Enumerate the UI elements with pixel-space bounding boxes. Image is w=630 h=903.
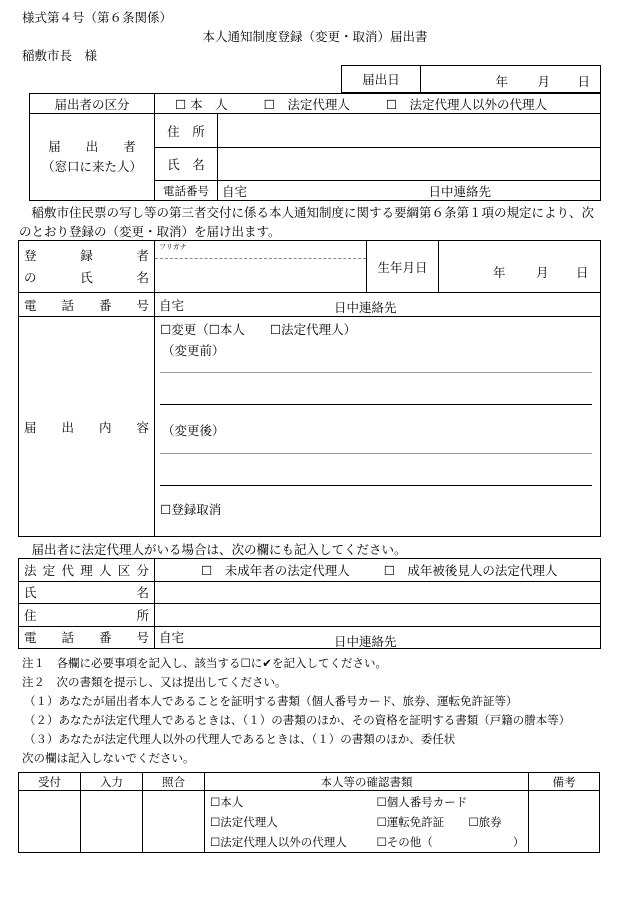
office-doc-other-row xyxy=(377,832,525,852)
notes xyxy=(22,654,570,768)
office-doc-legal[interactable]: ☐法定代理人 xyxy=(210,814,278,829)
addressee: 稲敷市長 様 xyxy=(22,48,98,63)
office-header-receipt: 受付 xyxy=(19,773,81,791)
before-line-1 xyxy=(160,372,592,373)
submitter-name-field[interactable] xyxy=(218,148,601,181)
checkbox-legal-rep[interactable]: ☐ 法定代理人 xyxy=(263,96,350,112)
legal-name-field[interactable] xyxy=(155,581,601,604)
office-docs-left xyxy=(205,791,365,853)
submitter-phone-field[interactable] xyxy=(218,181,601,201)
office-input-cell xyxy=(81,791,143,853)
checkbox-other-rep[interactable]: ☐ 法定代理人以外の代理人 xyxy=(385,96,548,112)
submitter-type-label: 届出者の区分 xyxy=(30,94,155,114)
office-docs-right xyxy=(365,791,529,853)
note-1: 注１ 各欄に必要事項を記入し、該当する☐に✔を記入してください。 xyxy=(22,656,387,670)
date-year: 年 xyxy=(495,73,509,89)
note-office-only: 次の欄は記入しないでください。 xyxy=(22,751,195,765)
registrant-name-field[interactable] xyxy=(155,241,367,293)
legal-address-label: 住 所 xyxy=(19,604,155,627)
legal-table xyxy=(18,558,601,649)
submitter-phone-label: 電話番号 xyxy=(155,181,218,201)
submitter-label xyxy=(30,114,155,201)
submitter-name-label: 氏 名 xyxy=(155,148,218,181)
office-header-input: 入力 xyxy=(81,773,143,791)
office-receipt-cell xyxy=(19,791,81,853)
form-number: 様式第４号（第６条関係） xyxy=(22,10,173,25)
note-doc-1: （１）あなたが届出者本人であることを証明する書類（個人番号カード、旅券、運転免許証等） xyxy=(24,694,518,708)
registrant-name-label-1: 登 録 者 xyxy=(24,247,149,263)
dob-year-mark: 年 xyxy=(493,265,506,280)
registrant-home-label: 自宅 xyxy=(159,297,185,313)
page-title: 本人通知制度登録（変更・取消）届出書 xyxy=(202,29,428,44)
office-doc-mynumber[interactable]: ☐個人番号カード xyxy=(376,794,468,809)
office-doc-other[interactable]: ☐法定代理人以外の代理人 xyxy=(210,834,347,849)
submitter-home-label: 自宅 xyxy=(222,183,248,199)
submitter-label-main: 届 出 者 xyxy=(48,139,136,154)
office-header-check: 照合 xyxy=(143,773,205,791)
dob-month: 月 xyxy=(536,265,549,280)
office-doc-license[interactable]: ☐運転免許証 xyxy=(376,814,445,829)
date-label: 届出日 xyxy=(342,66,421,93)
legal-type-label: 法 定 代 理 人 区 分 xyxy=(19,559,155,582)
legal-name-label: 氏 名 xyxy=(19,581,155,604)
legal-phone-label: 電 話 番 号 xyxy=(19,626,155,649)
office-doc-others[interactable]: ☐その他（ xyxy=(376,834,433,849)
checkbox-minor[interactable]: ☐ 未成年者の法定代理人 xyxy=(201,562,350,578)
office-doc-passport[interactable]: ☐旅券 xyxy=(468,814,502,829)
office-header-docs: 本人等の確認書類 xyxy=(205,773,529,791)
after-line-1 xyxy=(160,453,592,454)
office-remarks-cell xyxy=(529,791,600,853)
after-line-2 xyxy=(160,485,592,486)
checkbox-self[interactable]: ☐ 本 人 xyxy=(175,96,228,112)
date-month: 月 xyxy=(537,73,551,89)
submitter-table xyxy=(29,93,601,201)
date-table xyxy=(341,65,601,93)
furigana-label: フリガナ xyxy=(155,241,366,259)
change-checkbox[interactable]: ☐変更（☐本人 ☐法定代理人） xyxy=(160,322,357,337)
dob-label: 生年月日 xyxy=(367,241,439,293)
office-doc-license-row xyxy=(377,812,525,832)
content-label: 届 出 内 容 xyxy=(19,317,155,537)
before-line-2 xyxy=(160,404,592,405)
registrant-name-label xyxy=(19,241,155,293)
registrant-daytime-label: 日中連絡先 xyxy=(334,300,397,315)
checkbox-guardian[interactable]: ☐ 成年被後見人の法定代理人 xyxy=(383,562,558,578)
legal-daytime-label: 日中連絡先 xyxy=(334,634,397,649)
registrant-table xyxy=(18,240,601,537)
cancel-checkbox[interactable]: ☐登録取消 xyxy=(160,502,222,517)
registrant-name-label-2: の 氏 名 xyxy=(24,269,149,285)
office-doc-close-paren: ） xyxy=(512,834,525,849)
after-label: （変更後） xyxy=(162,423,225,438)
note-doc-3: （３）あなたが法定代理人以外の代理人であるときは、（１）の書類のほか、委任状 xyxy=(24,732,456,746)
office-table xyxy=(18,772,600,853)
office-header-remarks: 備考 xyxy=(529,773,600,791)
submitter-address-label: 住 所 xyxy=(155,114,218,148)
legal-note: 届出者に法定代理人がいる場合は、次の欄にも記入してください。 xyxy=(19,542,407,557)
date-input[interactable] xyxy=(421,66,601,93)
note-2: 注２ 次の書類を提示し、又は提出してください。 xyxy=(22,675,287,689)
office-check-cell xyxy=(143,791,205,853)
submitter-daytime-label: 日中連絡先 xyxy=(428,183,492,199)
legal-address-field[interactable] xyxy=(155,604,601,627)
registrant-phone-label: 電 話 番 号 xyxy=(19,293,155,317)
date-day: 日 xyxy=(577,73,591,89)
submitter-address-field[interactable] xyxy=(218,114,601,148)
office-doc-self[interactable]: ☐本人 xyxy=(210,794,244,809)
before-label: （変更前） xyxy=(162,343,225,358)
intro-text: 稲敷市住民票の写し等の第三者交付に係る本人通知制度に関する要綱第６条第１項の規定により、次のとおり登録の（変更・取消）を届け出ます。 xyxy=(19,205,595,239)
dob-day: 日 xyxy=(576,265,589,280)
note-doc-2: （２）あなたが法定代理人であるときは、（１）の書類のほか、その資格を証明する書類（戸籍の謄本等） xyxy=(24,713,571,727)
submitter-label-sub: （窓口に来た人） xyxy=(41,159,142,174)
legal-home-label: 自宅 xyxy=(159,630,185,646)
